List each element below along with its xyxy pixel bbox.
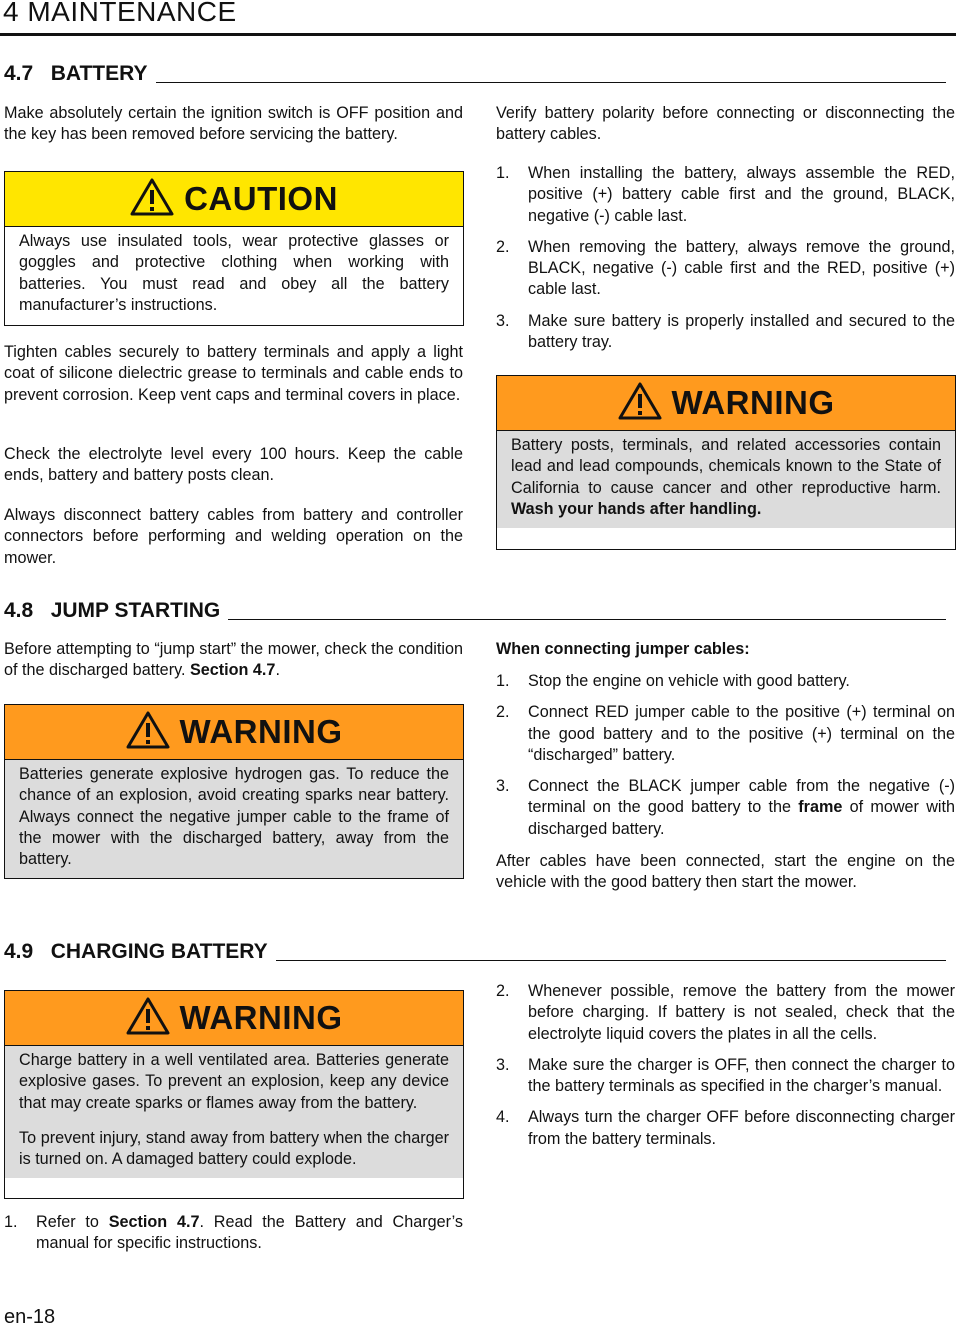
connecting-title: When connecting jumper cables: [496, 640, 750, 658]
list-item: 2. Connect RED jumper cable to the positive (+) terminal on the good battery and to the positive (+) terminal on the “discharged” battery. [496, 703, 955, 764]
list-item: 3. Make sure battery is properly installed and secured to the battery tray. [496, 311, 955, 352]
chapter-rule [0, 33, 956, 36]
page-number: en-18 [4, 1306, 56, 1328]
warning-triangle-icon [126, 997, 170, 1040]
battery-para-1: Tighten cables securely to battery terminals and apply a light coat of silicone dielectric grease to terminals and cable ends to prevent corrosion. Keep vent caps and terminal covers in place. [4, 343, 463, 404]
jump-intro: Before attempting to “jump start” the mower, check the condition of the discharged battery. Section 4.7. [4, 640, 463, 680]
warning-title: WARNING [671, 384, 835, 421]
warning-triangle-icon [126, 711, 170, 754]
battery-para-3: Always disconnect battery cables from battery and controller connectors before performing and welding operation on the mower. [4, 506, 463, 567]
warning-text: Batteries generate explosive hydrogen gas. To reduce the chance of an explosion, avoid creating sparks near battery. Always connect the negative jumper cable to the frame of the mower with the discharged battery, away from the battery. [5, 760, 463, 878]
list-item: 1. When installing the battery, always assemble the RED, positive (+) battery cable first and the ground, BLACK, negative (-) cable last. [496, 164, 955, 225]
charging-step-1 [4, 1212, 463, 1255]
list-item: 3. Connect the BLACK jumper cable from the negative (-) terminal on the good battery to the frame of mower with discharged battery. [496, 777, 955, 838]
section-heading-battery [4, 62, 946, 86]
list-item: 1. Stop the engine on vehicle with good battery. [496, 672, 850, 690]
section-heading-charging [4, 940, 946, 964]
warning-triangle-icon [130, 178, 174, 221]
warning-text: Charge battery in a well ventilated area. Batteries generate explosive gases. To prevent an explosion, keep any device that may create sparks or flames away from the battery. To prevent injury, stand away from battery when the charger is turned on. A damaged battery could explode. [5, 1046, 463, 1178]
section-heading-jump-starting [4, 599, 946, 623]
section-title: 4.7 BATTERY [4, 62, 148, 85]
warning-header [5, 991, 463, 1046]
warning-header [5, 705, 463, 760]
list-item: 1. Refer to Section 4.7. Read the Battery and Charger’s manual for specific instructions. [4, 1213, 463, 1253]
jump-after: After cables have been connected, start the engine on the vehicle with the good battery then start the mower. [496, 852, 955, 892]
list-item: 4. Always turn the charger OFF before disconnecting charger from the battery terminals. [496, 1108, 955, 1148]
warning-box-jump [4, 704, 464, 879]
caution-text: Always use insulated tools, wear protective glasses or goggles and protective clothing when working with batteries. You must read and obey all the battery manufacturer’s instructions. [19, 232, 449, 314]
warning-header [497, 376, 955, 431]
warning-title: WARNING [179, 999, 343, 1036]
warning-box-battery [496, 375, 956, 550]
list-item: 2. When removing the battery, always remove the ground, BLACK, negative (-) cable first and the RED, positive (+) cable last. [496, 237, 955, 299]
battery-verify: Verify battery polarity before connecting or disconnecting the battery cables. [496, 104, 955, 144]
charging-steps [496, 981, 955, 1150]
chapter-title: 4 MAINTENANCE [3, 0, 237, 27]
section-title: 4.9 CHARGING BATTERY [4, 940, 268, 963]
warning-box-charging [4, 990, 464, 1199]
jump-steps [496, 671, 955, 840]
warning-triangle-icon [618, 382, 662, 425]
list-item: 3. Make sure the charger is OFF, then connect the charger to the battery terminals as specified in the charger’s manual. [496, 1055, 955, 1096]
section-title: 4.8 JUMP STARTING [4, 599, 221, 622]
warning-title: WARNING [179, 713, 343, 750]
caution-box [4, 171, 464, 326]
battery-intro: Make absolutely certain the ignition switch is OFF position and the key has been removed before servicing the battery. [4, 104, 463, 144]
battery-para-2: Check the electrolyte level every 100 hours. Keep the cable ends, battery and battery posts clean. [4, 445, 463, 485]
caution-header [5, 172, 463, 227]
battery-steps [496, 163, 955, 353]
list-item: 2. Whenever possible, remove the battery from the mower before charging. If battery is not sealed, check that the electrolyte liquid covers the plates in all the cells. [496, 982, 955, 1043]
warning-text: Battery posts, terminals, and related accessories contain lead and lead compounds, chemicals known to the State of California to cause cancer and other reproductive harm. Wash your hands after handling. [497, 431, 955, 528]
caution-title: CAUTION [184, 180, 338, 217]
